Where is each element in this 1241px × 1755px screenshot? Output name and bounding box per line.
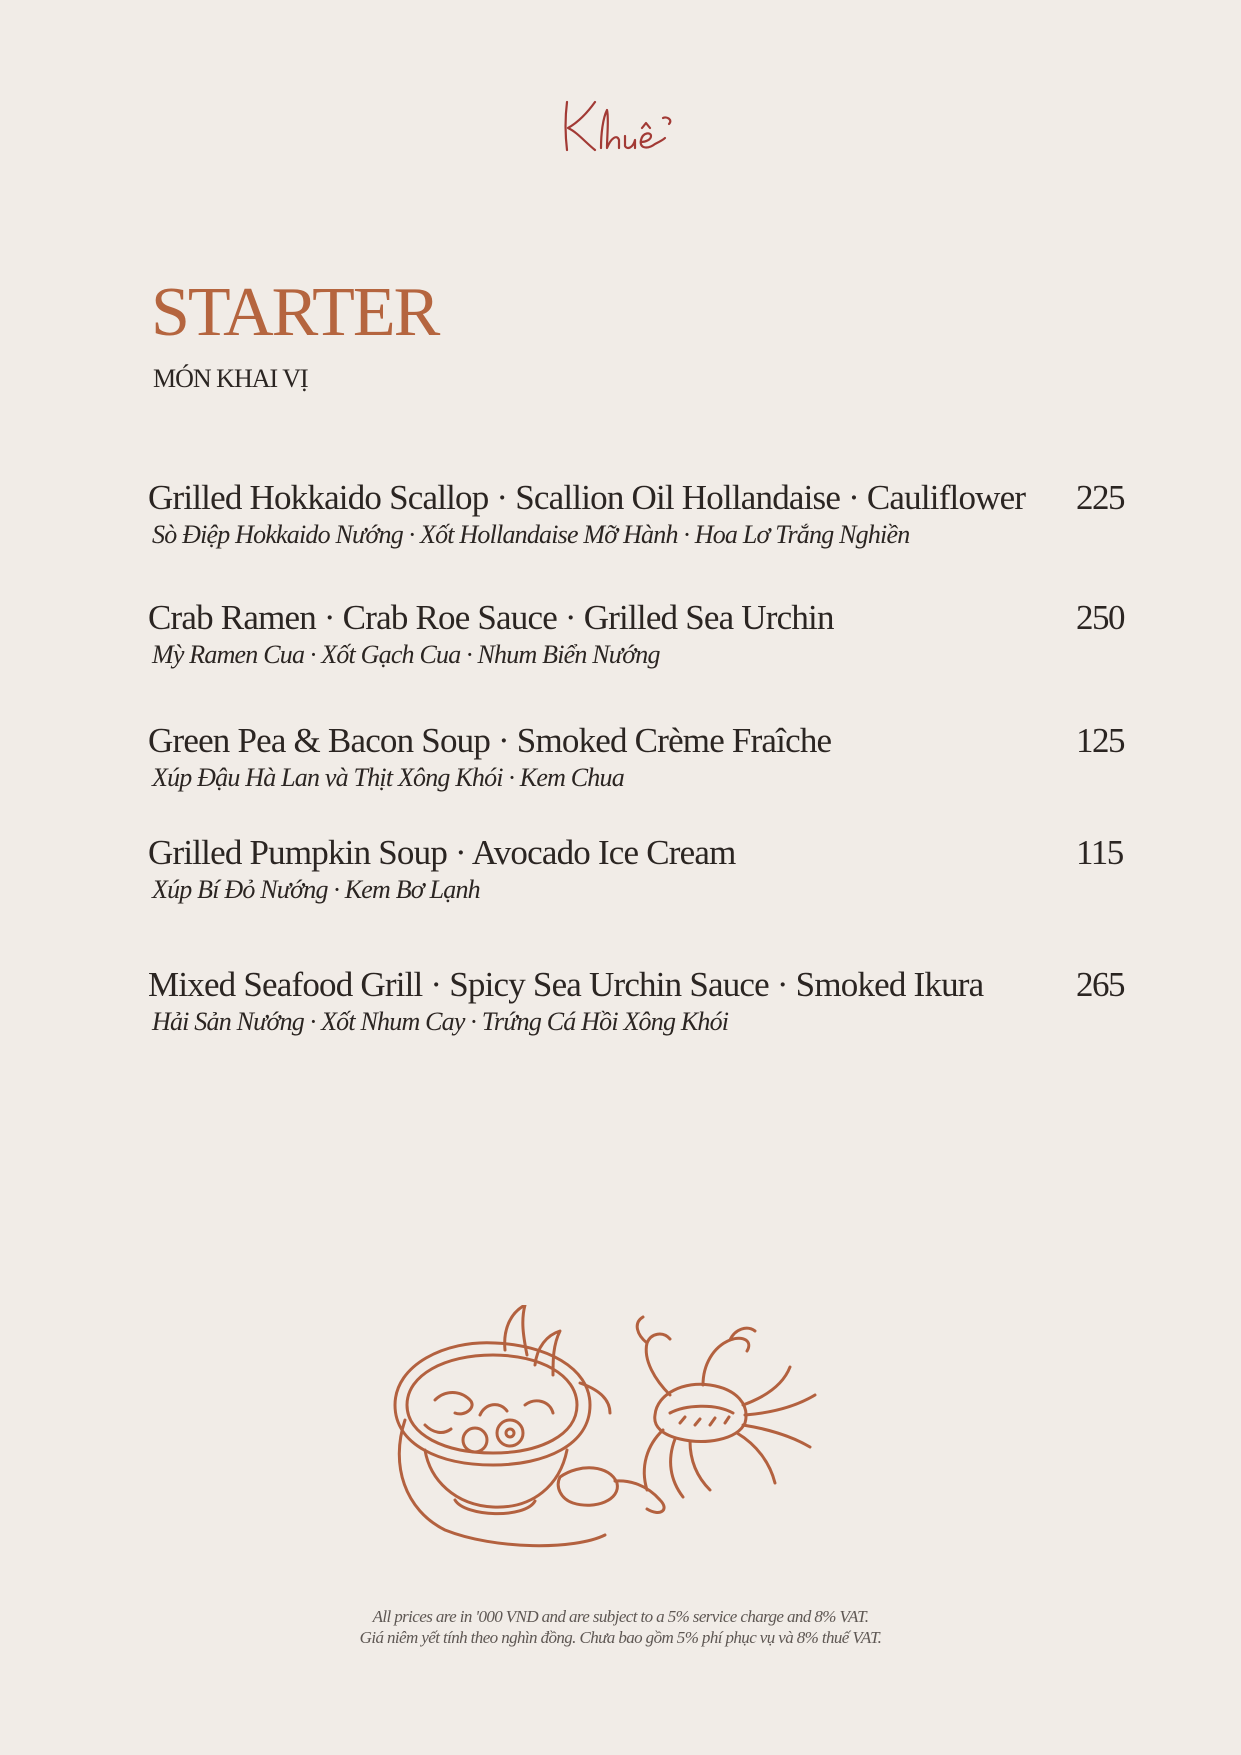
item-name: Grilled Hokkaido Scallop · Scallion Oil Hollandaise · Cauliflower (148, 478, 1026, 517)
item-price: 125 (1076, 721, 1124, 760)
menu-item (148, 478, 1128, 552)
item-name: Crab Ramen · Crab Roe Sauce · Grilled Sea Urchin (148, 598, 834, 637)
item-price: 225 (1076, 478, 1124, 517)
item-vietnamese-name: Hải Sản Nướng · Xốt Nhum Cay · Trứng Cá Hồi Xông Khói (152, 1007, 729, 1036)
item-name: Grilled Pumpkin Soup · Avocado Ice Cream (148, 833, 736, 872)
item-name: Green Pea & Bacon Soup · Smoked Crème Fraîche (148, 721, 832, 760)
menu-item (148, 598, 1128, 672)
crab-soup-illustration (385, 1305, 865, 1555)
khue-logo-icon (555, 88, 685, 168)
footer-note (0, 1606, 1241, 1648)
section-title: STARTER (151, 274, 439, 351)
item-price: 250 (1076, 598, 1124, 637)
section-subtitle: MÓN KHAI VỊ (153, 364, 308, 393)
menu-item (148, 833, 1128, 907)
menu-item (148, 721, 1128, 795)
footer-line-vietnamese: Giá niêm yết tính theo nghìn đồng. Chưa bao gồm 5% phí phục vụ và 8% thuế VAT. (359, 1628, 882, 1647)
menu-item (148, 965, 1128, 1039)
item-vietnamese-name: Xúp Bí Đỏ Nướng · Kem Bơ Lạnh (152, 875, 480, 904)
item-vietnamese-name: Xúp Đậu Hà Lan và Thịt Xông Khói · Kem Chua (152, 763, 624, 792)
item-price: 115 (1076, 833, 1123, 872)
crab-soup-bowl-illustration-icon (385, 1305, 865, 1555)
item-name: Mixed Seafood Grill · Spicy Sea Urchin Sauce · Smoked Ikura (148, 965, 984, 1004)
item-price: 265 (1076, 965, 1124, 1004)
logo (555, 88, 685, 168)
footer-line-english: All prices are in '000 VND and are subject to a 5% service charge and 8% VAT. (372, 1607, 869, 1626)
item-vietnamese-name: Mỳ Ramen Cua · Xốt Gạch Cua · Nhum Biển Nướng (152, 640, 660, 669)
item-vietnamese-name: Sò Điệp Hokkaido Nướng · Xốt Hollandaise Mỡ Hành · Hoa Lơ Trắng Nghiền (152, 520, 910, 549)
